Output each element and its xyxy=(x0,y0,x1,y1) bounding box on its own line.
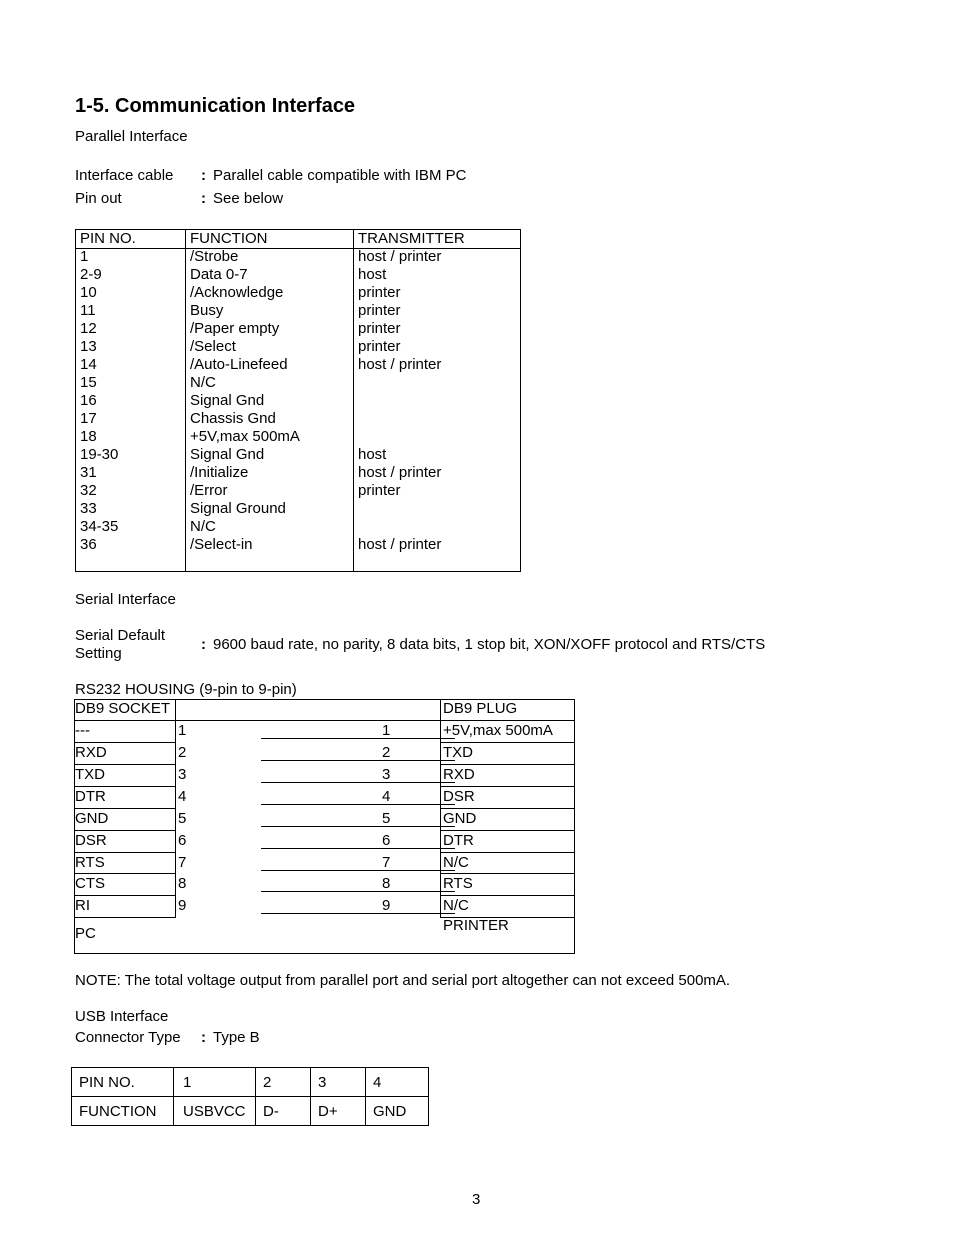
parallel-pinout-table xyxy=(75,229,521,572)
wire-line xyxy=(261,913,455,914)
transmitter-column xyxy=(358,230,465,554)
table-header-function: FUNCTION xyxy=(190,230,268,247)
socket-signal: RI xyxy=(75,897,90,914)
rs232-wiring-table xyxy=(74,699,575,954)
socket-pin: 5 xyxy=(178,810,187,827)
table-cell: 36 xyxy=(80,536,97,553)
table-cell: 3 xyxy=(311,1068,366,1097)
connector-type-value: Type B xyxy=(213,1029,260,1046)
socket-signal: CTS xyxy=(75,875,105,892)
table-cell: printer xyxy=(358,320,401,337)
table-cell: 17 xyxy=(80,410,97,427)
printer-label: PRINTER xyxy=(443,917,509,934)
socket-pin: 6 xyxy=(178,832,187,849)
table-cell: Signal Gnd xyxy=(190,392,265,409)
socket-signal: DSR xyxy=(75,832,107,849)
plug-pin: 1 xyxy=(382,722,391,739)
page-heading: 1-5. Communication Interface xyxy=(75,95,356,117)
table-cell xyxy=(358,410,465,428)
table-cell: GND xyxy=(366,1097,429,1126)
socket-signal: TXD xyxy=(75,766,105,783)
table-cell: 16 xyxy=(80,392,97,409)
table-cell: Signal Ground xyxy=(190,500,286,517)
table-cell: /Strobe xyxy=(190,248,239,265)
serial-title: Serial Interface xyxy=(75,591,176,608)
plug-pin: 9 xyxy=(382,897,391,914)
table-cell: 31 xyxy=(80,464,97,481)
plug-signal: N/C xyxy=(443,854,469,871)
plug-pin: 3 xyxy=(382,766,391,783)
db9-socket-header: DB9 SOCKET xyxy=(75,700,171,717)
serial-default-value: 9600 baud rate, no parity, 8 data bits, 1 stop bit, XON/XOFF protocol and RTS/CTS xyxy=(213,636,766,653)
table-cell: N/C xyxy=(190,518,216,535)
table-cell: Busy xyxy=(190,302,224,319)
table-cell: 11 xyxy=(80,302,96,319)
table-cell: 19-30 xyxy=(80,446,119,463)
table-cell: /Error xyxy=(190,482,228,499)
table-cell xyxy=(358,374,465,392)
plug-pin: 7 xyxy=(382,854,391,871)
table-cell: host / printer xyxy=(358,536,442,553)
wire-line xyxy=(261,804,455,805)
plug-pin: 8 xyxy=(382,875,391,892)
table-cell: printer xyxy=(358,482,401,499)
plug-signal: TXD xyxy=(443,744,473,761)
plug-signal: RXD xyxy=(443,766,475,783)
plug-pin: 4 xyxy=(382,788,391,805)
wire-line xyxy=(261,848,455,849)
table-row xyxy=(72,1068,429,1097)
spec-colon: : xyxy=(201,190,206,207)
plug-signal: N/C xyxy=(443,897,469,914)
table-cell: host xyxy=(358,446,387,463)
spec-label-interface-cable: Interface cable xyxy=(75,167,174,184)
plug-signal: RTS xyxy=(443,875,473,892)
table-cell: +5V,max 500mA xyxy=(190,428,300,445)
spec-value-interface-cable: Parallel cable compatible with IBM PC xyxy=(213,167,467,184)
table-cell: /Select-in xyxy=(190,536,253,553)
plug-pin: 5 xyxy=(382,810,391,827)
wire-line xyxy=(261,826,455,827)
table-cell: D+ xyxy=(311,1097,366,1126)
table-cell: printer xyxy=(358,302,401,319)
serial-default-label: Serial Default xyxy=(75,627,166,644)
table-cell: host / printer xyxy=(358,464,442,481)
table-cell: 32 xyxy=(80,482,97,499)
spec-colon: : xyxy=(201,636,206,653)
socket-signal: DTR xyxy=(75,788,106,805)
table-cell: 2-9 xyxy=(80,266,102,283)
plug-signal: DSR xyxy=(443,788,475,805)
db9-plug-header: DB9 PLUG xyxy=(443,700,518,717)
table-cell: 14 xyxy=(80,356,97,373)
pc-label: PC xyxy=(75,925,96,942)
table-cell: printer xyxy=(358,338,401,355)
table-header-pin: PIN NO. xyxy=(80,230,136,247)
wire-line xyxy=(261,760,455,761)
socket-signal: --- xyxy=(75,722,90,739)
table-cell: 10 xyxy=(80,284,97,301)
table-cell: 33 xyxy=(80,500,97,517)
socket-pin: 1 xyxy=(178,722,187,739)
spec-label-pin-out: Pin out xyxy=(75,190,122,207)
table-cell xyxy=(358,428,465,446)
socket-pin: 3 xyxy=(178,766,187,783)
table-cell: /Auto-Linefeed xyxy=(190,356,288,373)
socket-signal: RXD xyxy=(75,744,107,761)
page-number: 3 xyxy=(472,1191,481,1208)
parallel-title: Parallel Interface xyxy=(75,128,188,145)
table-cell: /Paper empty xyxy=(190,320,280,337)
socket-pin: 2 xyxy=(178,744,187,761)
table-cell: FUNCTION xyxy=(72,1097,174,1126)
socket-pin: 7 xyxy=(178,854,187,871)
table-cell: PIN NO. xyxy=(72,1068,174,1097)
table-cell: 13 xyxy=(80,338,97,355)
table-cell: host / printer xyxy=(358,248,442,265)
wire-line xyxy=(261,870,455,871)
table-cell: 12 xyxy=(80,320,97,337)
usb-pinout-table xyxy=(71,1067,429,1126)
spec-value-pin-out: See below xyxy=(213,190,284,207)
socket-pin: 8 xyxy=(178,875,187,892)
table-cell: D- xyxy=(256,1097,311,1126)
table-cell: 4 xyxy=(366,1068,429,1097)
wire-line xyxy=(261,738,455,739)
wire-line xyxy=(261,782,455,783)
pin-column xyxy=(80,230,136,554)
table-cell: 1 xyxy=(80,248,89,265)
table-cell: /Initialize xyxy=(190,464,249,481)
socket-pin: 4 xyxy=(178,788,187,805)
spec-colon: : xyxy=(201,1029,206,1046)
table-cell: 18 xyxy=(80,428,97,445)
function-column xyxy=(190,230,300,554)
plug-pin: 6 xyxy=(382,832,391,849)
spec-colon: : xyxy=(201,167,206,184)
voltage-note: NOTE: The total voltage output from parallel port and serial port altogether can not exceed 500mA. xyxy=(75,972,731,989)
table-cell: host xyxy=(358,266,387,283)
table-cell: Data 0-7 xyxy=(190,266,248,283)
serial-default-label-2: Setting xyxy=(75,645,122,662)
table-cell: /Select xyxy=(190,338,236,355)
table-cell: printer xyxy=(358,284,401,301)
socket-pin: 9 xyxy=(178,897,187,914)
plug-signal: DTR xyxy=(443,832,474,849)
table-cell: 15 xyxy=(80,374,97,391)
table-cell: Signal Gnd xyxy=(190,446,265,463)
socket-signal: GND xyxy=(75,810,109,827)
socket-signal: RTS xyxy=(75,854,105,871)
table-cell: host / printer xyxy=(358,356,442,373)
connector-type-label: Connector Type xyxy=(75,1029,181,1046)
table-header-transmitter: TRANSMITTER xyxy=(358,230,465,247)
plug-pin: 2 xyxy=(382,744,391,761)
usb-title: USB Interface xyxy=(75,1008,169,1025)
table-cell xyxy=(358,392,465,410)
rs232-caption: RS232 HOUSING (9-pin to 9-pin) xyxy=(75,681,297,698)
plug-signal: +5V,max 500mA xyxy=(443,722,553,739)
plug-signal: GND xyxy=(443,810,477,827)
table-cell xyxy=(358,500,465,518)
table-row xyxy=(72,1097,429,1126)
table-cell: 1 xyxy=(174,1068,256,1097)
table-cell: N/C xyxy=(190,374,216,391)
table-cell: USBVCC xyxy=(174,1097,256,1126)
table-cell: 2 xyxy=(256,1068,311,1097)
table-cell xyxy=(358,518,465,536)
table-cell: /Acknowledge xyxy=(190,284,284,301)
wire-line xyxy=(261,891,455,892)
table-cell: 34-35 xyxy=(80,518,119,535)
table-cell: Chassis Gnd xyxy=(190,410,276,427)
